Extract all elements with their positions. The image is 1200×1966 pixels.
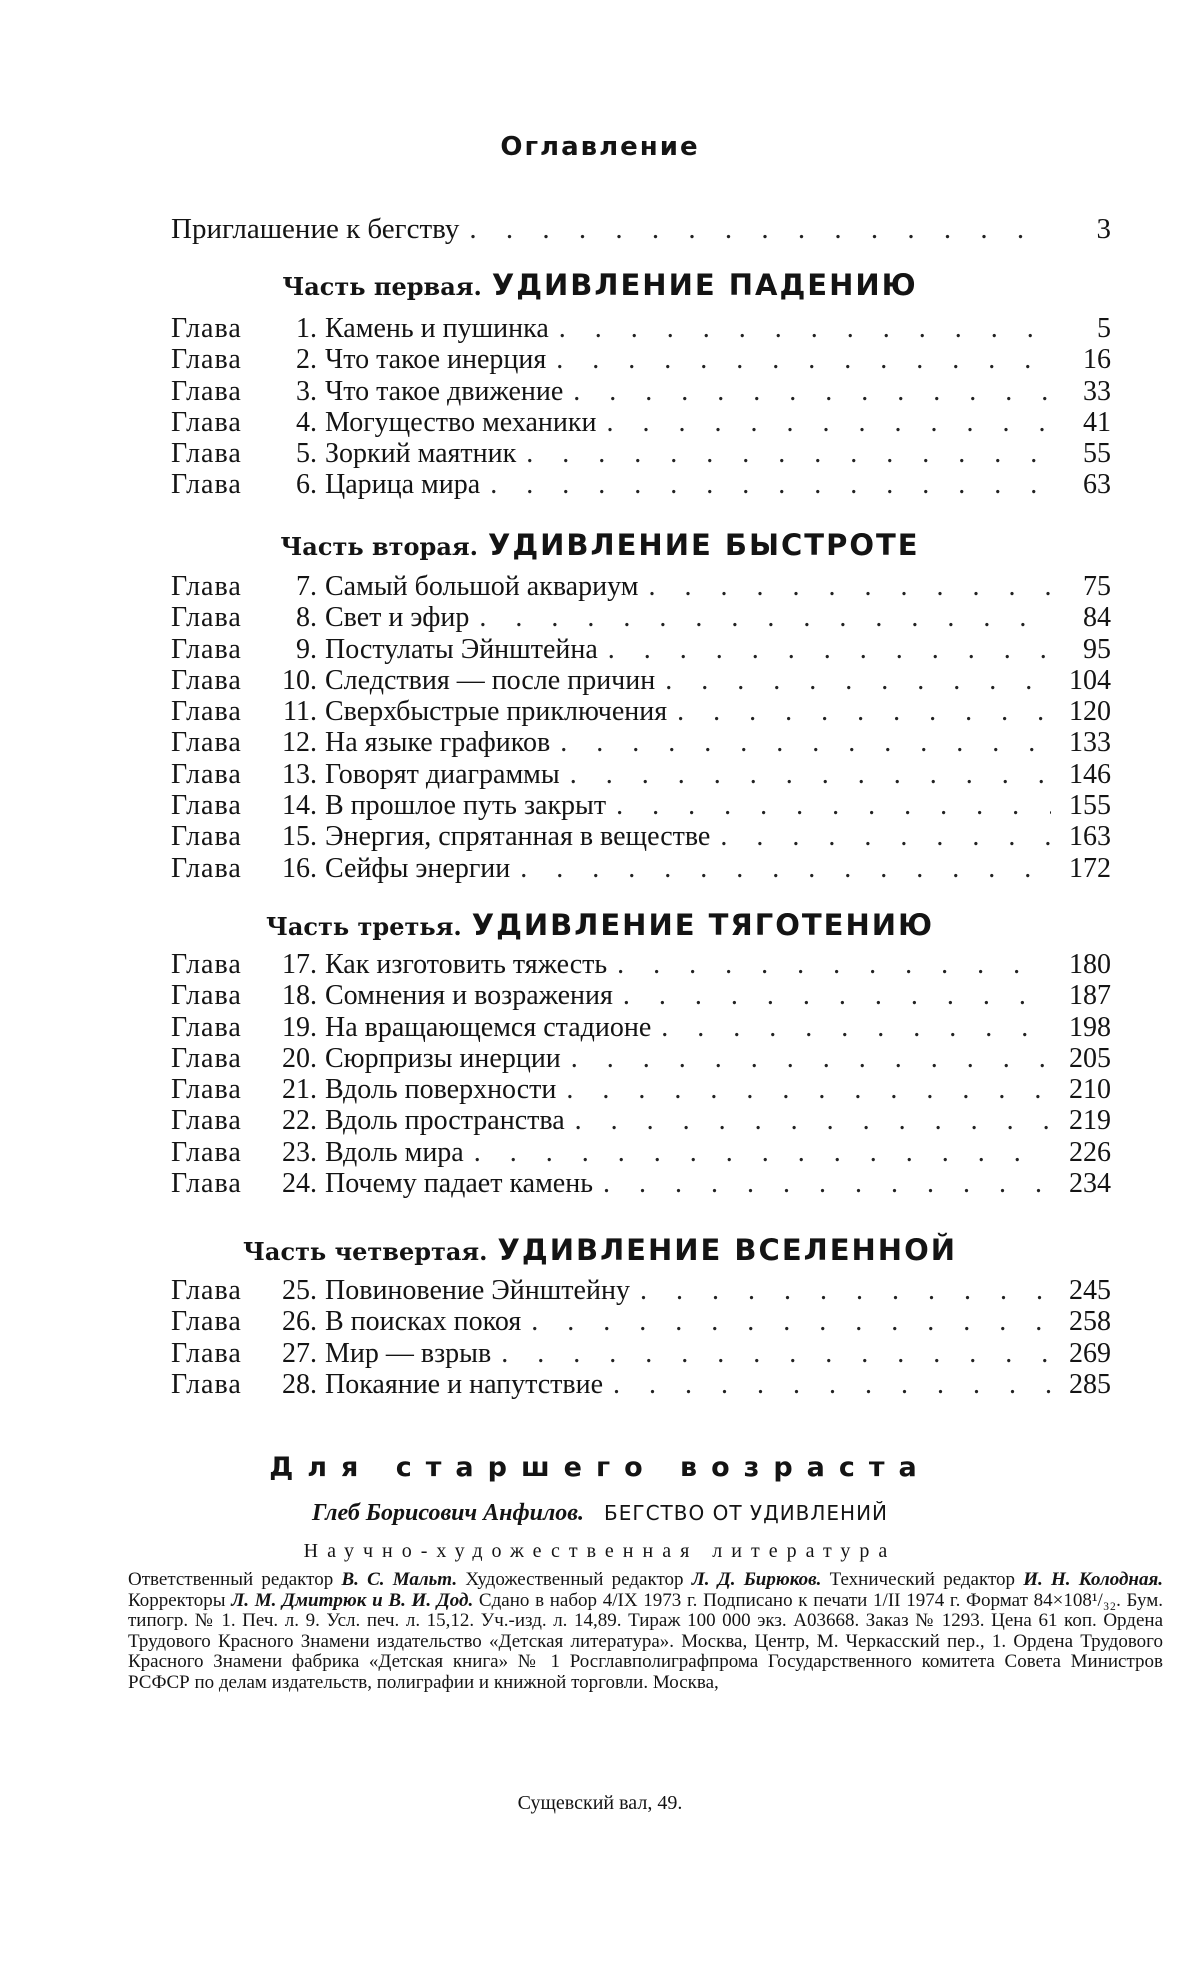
credit-name: В. С. Мальт. <box>341 1569 458 1590</box>
part-heading <box>0 268 1200 302</box>
chapter-page: 210 <box>1069 1074 1111 1106</box>
chapter-number: 5. <box>296 438 317 470</box>
chapter-prefix: Глава <box>171 313 242 344</box>
chapter-list <box>171 571 1111 884</box>
chapter-page: 41 <box>1083 406 1111 438</box>
author-name: Глеб Борисович Анфилов. <box>311 1500 585 1526</box>
chapter-title: На вращающемся стадионе <box>325 1011 652 1043</box>
chapter-entry <box>171 469 1111 500</box>
chapter-number: 4. <box>296 406 317 438</box>
chapter-number: 23. <box>282 1136 317 1168</box>
chapter-number: 17. <box>282 949 317 980</box>
chapter-page: 33 <box>1083 375 1111 407</box>
leader-dots <box>608 634 1051 665</box>
part-heading <box>0 908 1200 942</box>
leader-dots <box>490 469 1051 500</box>
chapter-page: 187 <box>1069 980 1111 1012</box>
chapter-list <box>171 313 1111 501</box>
leader-dots <box>526 438 1051 469</box>
chapter-title: Что такое инерция <box>325 344 547 376</box>
chapter-page: 285 <box>1069 1368 1111 1400</box>
chapter-entry <box>171 571 1111 602</box>
chapter-prefix: Глава <box>171 1275 242 1306</box>
intro-title: Приглашение к бегству <box>171 213 460 245</box>
credit-name: Л. М. Дмитрюк и В. И. Дод. <box>231 1589 474 1611</box>
chapter-number: 14. <box>282 790 317 822</box>
chapter-prefix: Глава <box>171 1042 242 1074</box>
chapter-entry <box>171 1074 1111 1105</box>
leader-dots <box>556 344 1051 375</box>
chapter-entry <box>171 1338 1111 1369</box>
audience-label: Для старшего возраста <box>269 1452 931 1483</box>
author-line <box>0 1500 1200 1527</box>
chapter-number: 21. <box>282 1074 317 1106</box>
chapter-title: Камень и пушинка <box>325 313 549 344</box>
chapter-page: 84 <box>1083 602 1111 634</box>
chapter-page: 258 <box>1069 1306 1111 1338</box>
leader-dots <box>571 1043 1051 1074</box>
chapter-list <box>171 949 1111 1199</box>
part-heading <box>0 1233 1200 1267</box>
chapter-title: Повиновение Эйнштейну <box>325 1275 630 1306</box>
chapter-prefix: Глава <box>171 727 242 759</box>
chapter-entry <box>171 821 1111 852</box>
chapter-prefix: Глава <box>171 1168 242 1200</box>
chapter-title: В прошлое путь закрыт <box>325 790 607 822</box>
leader-dots <box>474 1137 1051 1168</box>
chapter-prefix: Глава <box>171 406 242 438</box>
chapter-entry <box>171 980 1111 1011</box>
chapter-entry <box>171 853 1111 884</box>
chapter-prefix: Глава <box>171 980 242 1012</box>
chapter-prefix: Глава <box>171 1105 242 1137</box>
chapter-page: 163 <box>1069 821 1111 853</box>
chapter-title: Могущество механики <box>325 406 597 438</box>
leader-dots <box>606 407 1051 438</box>
chapter-title: Вдоль мира <box>325 1136 464 1168</box>
chapter-prefix: Глава <box>171 1337 242 1369</box>
chapter-prefix: Глава <box>171 664 242 696</box>
chapter-title: Сверхбыстрые приключения <box>325 696 668 728</box>
chapter-entry <box>171 727 1111 758</box>
leader-dots <box>559 313 1051 344</box>
leader-dots <box>520 853 1051 884</box>
chapter-title: Как изготовить тяжесть <box>325 949 608 980</box>
intro-page: 3 <box>1096 213 1111 245</box>
chapter-page: 269 <box>1069 1337 1111 1369</box>
chapter-entry <box>171 949 1111 980</box>
chapter-number: 1. <box>296 313 317 344</box>
part-label: Часть вторая. <box>280 532 478 561</box>
part-title: УДИВЛЕНИЕ ПАДЕНИЮ <box>491 268 918 302</box>
leader-dots <box>623 980 1051 1011</box>
chapter-prefix: Глава <box>171 571 242 602</box>
chapter-number: 19. <box>282 1011 317 1043</box>
chapter-page: 55 <box>1083 438 1111 470</box>
chapter-title: Вдоль поверхности <box>325 1074 557 1106</box>
chapter-number: 2. <box>296 344 317 376</box>
chapter-page: 133 <box>1069 727 1111 759</box>
chapter-page: 104 <box>1069 664 1111 696</box>
chapter-entry <box>171 602 1111 633</box>
leader-dots <box>560 727 1051 758</box>
credit-text: Ответственный редактор <box>128 1569 342 1590</box>
chapter-title: Мир — взрыв <box>325 1337 492 1369</box>
chapter-page: 205 <box>1069 1042 1111 1074</box>
chapter-page: 63 <box>1083 469 1111 501</box>
chapter-entry <box>171 1369 1111 1400</box>
chapter-number: 28. <box>282 1368 317 1400</box>
leader-dots <box>603 1168 1051 1199</box>
credit-text: Технический редактор <box>821 1569 1024 1590</box>
chapter-page: 198 <box>1069 1011 1111 1043</box>
leader-dots <box>677 696 1051 727</box>
chapter-prefix: Глава <box>171 821 242 853</box>
chapter-number: 15. <box>282 821 317 853</box>
leader-dots <box>720 821 1051 852</box>
chapter-list <box>171 1275 1111 1400</box>
leader-dots <box>613 1369 1051 1400</box>
leader-dots <box>575 1105 1051 1136</box>
chapter-entry <box>171 1306 1111 1337</box>
chapter-page: 155 <box>1069 790 1111 822</box>
publication-credits <box>128 1570 1163 1694</box>
chapter-entry <box>171 1105 1111 1136</box>
chapter-title: Сомнения и возражения <box>325 980 613 1012</box>
chapter-prefix: Глава <box>171 1368 242 1400</box>
chapter-page: 226 <box>1069 1136 1111 1168</box>
chapter-page: 172 <box>1069 852 1111 884</box>
chapter-number: 16. <box>282 852 317 884</box>
chapter-entry <box>171 634 1111 665</box>
credit-name: И. Н. Колодная. <box>1023 1569 1163 1590</box>
chapter-number: 11. <box>283 696 317 728</box>
toc-title: Оглавление <box>500 132 700 162</box>
chapter-prefix: Глава <box>171 344 242 376</box>
chapter-title: Свет и эфир <box>325 602 470 634</box>
chapter-number: 12. <box>282 727 317 759</box>
chapter-page: 75 <box>1083 571 1111 602</box>
chapter-prefix: Глава <box>171 1306 242 1338</box>
chapter-entry <box>171 696 1111 727</box>
chapter-number: 20. <box>282 1042 317 1074</box>
book-title: БЕГСТВО ОТ УДИВЛЕНИЙ <box>604 1501 889 1525</box>
chapter-number: 10. <box>282 664 317 696</box>
chapter-prefix: Глава <box>171 696 242 728</box>
chapter-title: Царица мира <box>325 469 481 501</box>
chapter-entry <box>171 1168 1111 1199</box>
chapter-title: Самый большой аквариум <box>325 571 639 602</box>
chapter-number: 6. <box>296 469 317 501</box>
chapter-title: Покаяние и напутствие <box>325 1368 603 1400</box>
leader-dots <box>640 1275 1051 1306</box>
chapter-page: 95 <box>1083 633 1111 665</box>
leader-dots <box>661 1012 1051 1043</box>
leader-dots <box>573 376 1051 407</box>
leader-dots <box>531 1306 1051 1337</box>
chapter-page: 180 <box>1069 949 1111 980</box>
chapter-title: Говорят диаграммы <box>325 758 560 790</box>
leader-dots <box>665 665 1051 696</box>
part-label: Часть четвертая. <box>242 1237 488 1266</box>
chapter-title: Зоркий маятник <box>325 438 517 470</box>
chapter-number: 27. <box>282 1337 317 1369</box>
chapter-entry <box>171 665 1111 696</box>
chapter-number: 7. <box>296 571 317 602</box>
chapter-entry <box>171 344 1111 375</box>
chapter-prefix: Глава <box>171 852 242 884</box>
leader-dots <box>501 1338 1051 1369</box>
chapter-title: Следствия — после причин <box>325 664 656 696</box>
leader-dots <box>469 213 1051 246</box>
toc-intro-entry <box>171 213 1111 247</box>
credit-text: Корректоры <box>128 1589 232 1611</box>
leader-dots <box>570 759 1051 790</box>
chapter-number: 18. <box>282 980 317 1012</box>
chapter-title: Сейфы энергии <box>325 852 511 884</box>
part-title: УДИВЛЕНИЕ ТЯГОТЕНИЮ <box>471 908 935 942</box>
part-heading <box>0 528 1200 562</box>
chapter-number: 8. <box>296 602 317 634</box>
chapter-title: Сюрпризы инерции <box>325 1042 561 1074</box>
chapter-page: 219 <box>1069 1105 1111 1137</box>
leader-dots <box>566 1074 1051 1105</box>
chapter-entry <box>171 1043 1111 1074</box>
part-title: УДИВЛЕНИЕ ВСЕЛЕННОЙ <box>497 1233 957 1267</box>
chapter-prefix: Глава <box>171 758 242 790</box>
credit-text: Сдано в набор 4/IX 1973 г. Подписано к печати 1/II 1974 г. Формат 84×108¹/₃₂. Бум. типогр. № 1. Печ. л. 9. Усл. печ. л. 15,12. Уч.-изд. л. 14,89. Тираж 100 000 экз. А03668. Заказ № 1293. Цена 61 коп. Ордена Трудового Красного Знамени издательство «Детская литература». Москва, Центр, М. Черкасский пер., 1. Ордена Трудового Красного Знамени фабрика «Детская книга» № 1 Росглавполиграфпрома Государственного комитета Совета Министров РСФСР по делам издательств, полиграфии и книжной торговли. Москва, <box>128 1589 1163 1693</box>
chapter-entry <box>171 313 1111 344</box>
chapter-number: 26. <box>282 1306 317 1338</box>
chapter-entry <box>171 790 1111 821</box>
chapter-title: Что такое движение <box>325 375 564 407</box>
part-label: Часть первая. <box>282 272 482 301</box>
chapter-page: 146 <box>1069 758 1111 790</box>
chapter-number: 13. <box>282 758 317 790</box>
leader-dots <box>479 602 1051 633</box>
chapter-prefix: Глава <box>171 1074 242 1106</box>
chapter-title: Постулаты Эйнштейна <box>325 633 598 665</box>
chapter-entry <box>171 1275 1111 1306</box>
publisher-address: Сущевский вал, 49. <box>517 1792 683 1814</box>
chapter-prefix: Глава <box>171 1011 242 1043</box>
chapter-page: 5 <box>1097 313 1111 344</box>
chapter-page: 120 <box>1069 696 1111 728</box>
chapter-prefix: Глава <box>171 1136 242 1168</box>
chapter-entry <box>171 407 1111 438</box>
credit-name: Л. Д. Бирюков. <box>691 1569 822 1590</box>
part-label: Часть третья. <box>265 912 462 941</box>
chapter-prefix: Глава <box>171 790 242 822</box>
chapter-entry <box>171 438 1111 469</box>
chapter-prefix: Глава <box>171 375 242 407</box>
chapter-prefix: Глава <box>171 633 242 665</box>
chapter-number: 24. <box>282 1168 317 1200</box>
leader-dots <box>648 571 1051 602</box>
chapter-prefix: Глава <box>171 438 242 470</box>
leader-dots <box>617 949 1051 980</box>
chapter-page: 245 <box>1069 1275 1111 1306</box>
chapter-entry <box>171 1137 1111 1168</box>
chapter-number: 22. <box>282 1105 317 1137</box>
chapter-number: 25. <box>282 1275 317 1306</box>
chapter-title: Вдоль пространства <box>325 1105 565 1137</box>
chapter-page: 16 <box>1083 344 1111 376</box>
chapter-entry <box>171 376 1111 407</box>
chapter-number: 9. <box>296 633 317 665</box>
chapter-title: В поисках покоя <box>325 1306 522 1338</box>
chapter-number: 3. <box>296 375 317 407</box>
chapter-title: Энергия, спрятанная в веществе <box>325 821 711 853</box>
credit-text: Художественный редактор <box>457 1569 692 1590</box>
chapter-page: 234 <box>1069 1168 1111 1200</box>
leader-dots <box>616 790 1051 821</box>
chapter-prefix: Глава <box>171 949 242 980</box>
part-title: УДИВЛЕНИЕ БЫСТРОТЕ <box>487 528 920 562</box>
genre-label: Научно-художественная литература <box>303 1540 897 1562</box>
chapter-prefix: Глава <box>171 602 242 634</box>
chapter-title: На языке графиков <box>325 727 551 759</box>
chapter-title: Почему падает камень <box>325 1168 593 1200</box>
chapter-entry <box>171 759 1111 790</box>
chapter-entry <box>171 1012 1111 1043</box>
chapter-prefix: Глава <box>171 469 242 501</box>
